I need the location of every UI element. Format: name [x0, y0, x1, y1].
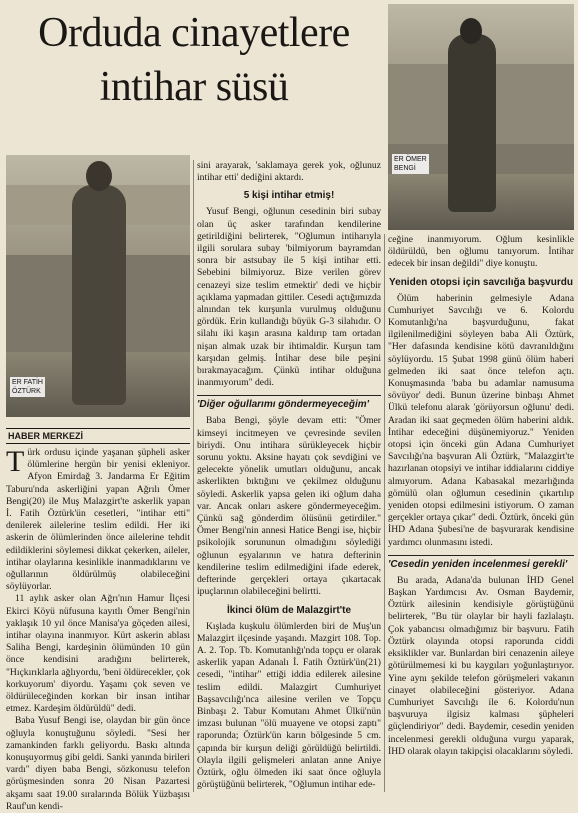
soldier-head: [460, 18, 482, 44]
paragraph: Bu arada, Adana'da bulunan İHD Genel Başkan Yardımcısı Av. Osman Baydemir, Öztürk ailesinin kendisiyle görüştüğünü belirterek, "Bu tür olaylar bir hayli fazlalaştı. Çok yabancısı olmadığımız bir başvuru. Fatih Öztürk olayında otopsi raporunda ciddi eksiklikler var. Bunlardan biri cenazenin aileye götürülmemesi ki bu kaygıları yoğunlaştırıyor. Yine aynı şekilde telefon görüşmeleri vakanın cinayet olabileceğini gösteriyor. Adana Cumhuriyet Savcılığı ile 6. Kolordu'nun başvuruya ilgisiz kalması şüpheleri güçlendiriyor" dedi. Baydemir, cesedin yeniden incelenmesi gerekli olduğuna vurgu yaparak, İHD olarak olayın takipçisi olacaklarını söyledi.: [388, 574, 574, 757]
headline: [4, 6, 384, 114]
paragraph: Türk ordusu içinde yaşanan şüpheli asker ölümlerine hergün bir yenisi ekleniyor. Afyon Emirdağ 3. Jandarma Er Eğitim Taburu'nda askerliğini yapan Ağrılı Ömer Bengi(20) ile Muş Malazgirt'te askerlik yapan İ. Fatih Öztürk'ün cesetleri, "intihar etti" denilerek ailelerine teslim edildi. Her iki askerin de ölümlerinden önce ailelerine tehdit edildiklerini söylemesi dikkat çekerken, aileler, intihar olaylarına kesinlikle inanmadıklarını ve oğullarının öldürülmüş olabileceğini söylüyorlar.: [6, 445, 190, 593]
soldier-head: [86, 161, 112, 191]
paragraph: Kışlada kuşkulu ölümlerden biri de Muş'un Malazgirt ilçesinde yaşandı. Mazgirt 108. Top. A. 2. Top. Tb. Komutanlığı'nda topçu er olarak askerlik yapan Adanalı İ. Fatih Öztürk'ün(21) cesedi, "intihar" ettiği iddia edilerek ailesine teslim edildi. Malazgirt Cumhuriyet Başsavcılığı'nca ailesine verilen ve Topçu Binbaşı 2. Tabur Komutanı Ahmet Ülkü'nün imzası bulunan "ölü muayene ve otopsi zaptı" raporunda; Öztürk'ün karın bölgesinde 5 cm. çapında bir kurşun deliği görüldüğü belirtildi. Olayla ilgili gelişmeleri anlatan anne Aniye Öztürk, oğlu ölmeden iki saat önce oğluyla görüştüğünü belirterek, "Oğlumun intihar ede-: [197, 620, 381, 791]
article-column-2: [197, 160, 381, 794]
bureau-rule: [6, 428, 190, 429]
soldier-figure: [448, 34, 496, 212]
photo-fatih-ozturk: [6, 155, 190, 417]
headline-line-2: intihar süsü: [99, 64, 289, 110]
subheading: 'Cesedin yeniden incelenmesi gerekli': [388, 555, 574, 571]
drop-cap: T: [6, 445, 25, 478]
bureau-rule-bottom: [6, 443, 190, 444]
paragraph: sini arayarak, 'saklamaya gerek yok, oğlunuz intihar etti' dediğini aktardı.: [197, 160, 381, 184]
paragraph: Ölüm haberinin gelmesiyle Adana Cumhuriyet Savcılığı ve 6. Kolordu Komutanlığı'na başvurduğunu, fakat ilgilenilmediğini söyleyen baba Ali Öztürk, "Her dafasında kendisine kötü davranıldığını söylüyordu. 15 Şubat 1998 günü ölüm haberi gelmeden iki saat önce telefon açtı. Konuşmasında 'baba bu adamlar namusuma sövüyor' dedi. Bunun üzerine binbaşı Ahmet Ülkü telefonu alarak 'görüyorsun oğlunu' dedi. Aradan iki saat geçmeden ölüm haberini aldık. İntihar edeceğini düşünemiyoruz." Yeniden otopsi için önceki gün Adana Cumhuriyet Savcılığı'na başvuran Ali Öztürk, "Malazgirt'te hazırlanan otopsiyi ve intihar iddialarını ciddiye almıyorum. Adana Kabasakal mezarlığında gömülü olan oğlumun cesedinin çıkartılıp yeniden otopsi edilmesini istiyorum. O zaman gerçekler ortaya çıkar" dedi. Öztürk, önceki gün İHD Adana Şubesi'ne de başvurarak kendisine yardımcı olunmasını istedi.: [388, 292, 574, 548]
bureau-label: HABER MERKEZİ: [8, 431, 84, 441]
paragraph: Yusuf Bengi, oğlunun cesedinin biri subay olan üç asker tarafından kendilerine getirildiğini belirterek, "Oğlumun intiharıyla ilgili sorulara subay 'bilmiyorum bayramdan sonra bir astsubay ile 5 kişi intihar etti. Sebebini bilmiyoruz. Bize verilen görev cenazeyi size teslim etmektir' dedi ve hiçbir açıklama yapmadan gittiler. Cesedi açtığımızda alnından tek kurşunla vurulmuş olduğunu gördük. Erin kullandığı büyük G-3 silahıdır. O silahı iki kaşın arasına kaldırıp tam ortadan nişan almak uzak bir ihtimaldir. Kurşun tam karşıdan gelmiş. İntihar dese bile peşini bırakmayacağım. Çünkü intihar olduğuna inanmıyorum" dedi.: [197, 206, 381, 389]
paragraph: Baba Bengi, şöyle devam etti: "Ömer kimseyi incitmeyen ve çevresinde sevilen biriydi. Onu intihara sürükleyecek hiçbir sorunu yoktu. Aksine hayatı çok sevdiğini ve gelecekte yönelik umutları olduğunu, ancak askerlikten bıktığını ve çekilmez olduğunu söyledi. Askerlik yapsa gelen iki oğlum daha var. Ancak onları askere göndermeyeceğim. Çünkü sağ gönderdim ölüsünü getirdiler." Ömer Bengi'nin annesi Hatice Bengi ise, hiçbir psikolojik sorununun olmadığını söylediği oğlunun eşyalarının ve hatıra defterinin kendilerine teslim edilmediğini ifade ederek, defterinde gerçekleri ortaya çıkartacak ipuçlarının olabileceğini belirtti.: [197, 415, 381, 598]
article-column-3: [388, 234, 574, 794]
photo-caption-omer: ER ÖMER BENGİ: [394, 156, 427, 172]
soldier-figure: [72, 185, 126, 405]
column-divider: [384, 234, 385, 792]
paragraph: Baba Yusuf Bengi ise, olaydan bir gün önce oğluyla konuştuğunu söyledi. "Sesi her zamankinden farklı geliyordu. Baskı altında konuşuyormuş gibi geldi. Sanki yanında birileri vardı" diyen baba Bengi, sözkonusu telefon görüşmesinden sonra 20 Nisan Pazartesi akşamı saat 19.00 sıralarında Bölük Yüzbaşısı Rauf'un kendi-: [6, 715, 190, 812]
paragraph: ceğine inanmıyorum. Oğlum kesinlikle öldürüldü, ben oğlumu tanıyorum. İntihar edecek bir insan değildi" diye konuştu.: [388, 234, 574, 270]
headline-line-1: Orduda cinayetlere: [38, 10, 350, 56]
subheading: Yeniden otopsi için savcılığa başvurdu: [389, 276, 573, 288]
photo-caption-fatih: ER FATİH ÖZTÜRK: [12, 379, 43, 395]
photo-omer-bengi: [388, 4, 574, 230]
article-column-1: [6, 445, 190, 812]
subheading: 5 kişi intihar etmiş!: [243, 190, 335, 202]
subheading: 'Diğer oğullarımı göndermeyeceğim': [197, 395, 381, 411]
paragraph: 11 aylık asker olan Ağrı'nın Hamur İlçesi Ekirci Köyü nüfusuna kayıtlı Ömer Bengi'nin yaklaşık 10 yıl önce Manisa'ya göçeden ailesi, intihar olayına inanmıyor. Kürt askerin ablası Saliha Bengi, kardeşinin ölümünden 10 gün önce kendisini aradığını belirterek, "Hıçkırıklarla ağlıyordu, 'beni öldürecekler, çok korkuyorum' diyordu. Yaşamı çok seven ve öldürüleceğinden korkan bir insan intihar etmez. Kardeşim öldürüldü" dedi.: [6, 593, 190, 715]
column-divider: [193, 160, 194, 792]
subheading: İkinci ölüm de Malazgirt'te: [226, 604, 352, 616]
